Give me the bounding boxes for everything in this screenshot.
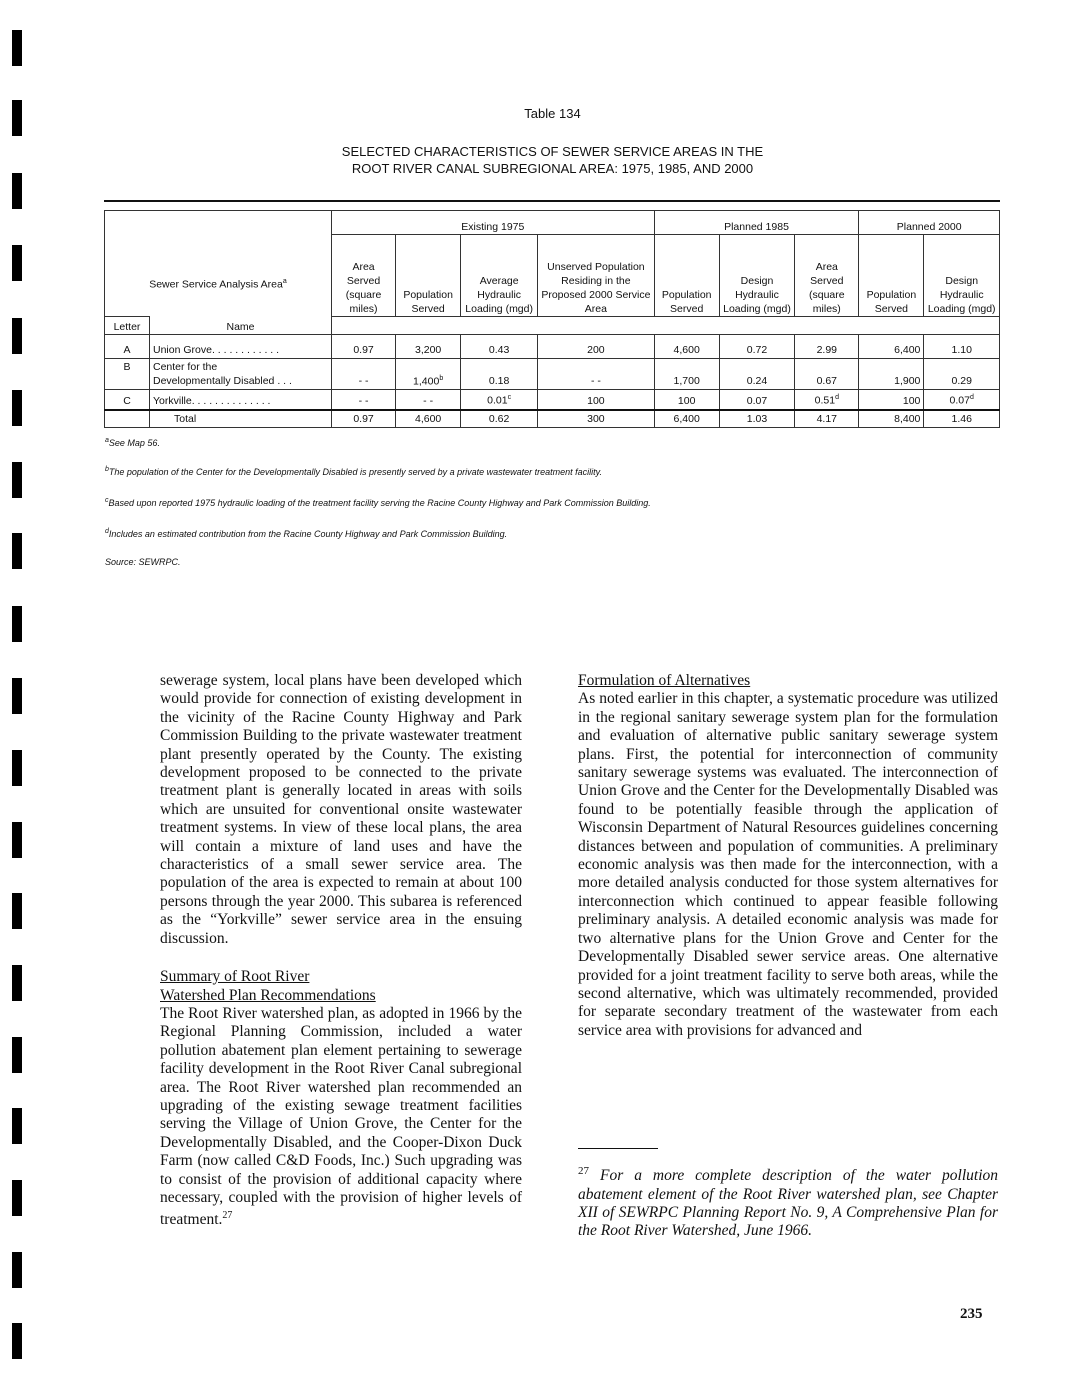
table-note-a: $^a$See Map 56. bbox=[105, 437, 160, 448]
row-c-area-1975: - - bbox=[332, 390, 396, 410]
total-unserved: 300 bbox=[538, 410, 655, 428]
row-b-load-1975: 0.18 bbox=[461, 359, 538, 390]
table-number: Table 134 bbox=[524, 106, 581, 121]
row-b-area-1975: - - bbox=[332, 359, 396, 390]
table-total-row bbox=[105, 410, 1000, 428]
page-number: 235 bbox=[960, 1306, 983, 1322]
table-top-rule bbox=[104, 200, 1000, 202]
total-label: Total bbox=[150, 410, 332, 428]
section-heading-line2: Watershed Plan Recommendations bbox=[160, 986, 376, 1004]
row-a-load-1975: 0.43 bbox=[461, 335, 538, 359]
header-planned-2000: Planned 2000 bbox=[859, 211, 1000, 235]
paragraph: sewerage system, local plans have been developed which would provide for connection of existing development in the vicinity of the Racine County Highway and Park Commission Building to the private wastewater treatment plant presently operated by the County. The existing development proposed to be connected to the private treatment plant is generally located in areas with soils which are unsuited for conventional onsite wastewater treatment systems. In view of these local plans, the area will contain a mixture of land uses and have the characteristics of a small sewer service area. The population of the area is expected to remain at about 100 persons through the year 2000. This subarea is referenced as the “Yorkville” sewer service area in the ensuing discussion. bbox=[160, 672, 522, 947]
table-title-line2: ROOT RIVER CANAL SUBREGIONAL AREA: 1975, 1985, AND 2000 bbox=[351, 161, 754, 176]
row-c-area-2000: 0.51$^d$ bbox=[795, 390, 859, 410]
header-planned-1985: Planned 1985 bbox=[654, 211, 859, 235]
row-b-pop-2000: 1,900 bbox=[859, 359, 924, 390]
row-a-area-2000: 2.99 bbox=[795, 335, 859, 359]
paragraph: The Root River watershed plan, as adopted in 1966 by the Regional Planning Commission, included a water pollution abatement plan element pertaining to sewerage facility development in the Root River Canal subregional area. The Root River watershed plan recommended an upgrading of the existing sewage treatment facilities serving the Village of Union Grove, the Center for the Developmentally Disabled, and the Cooper-Dixon Duck Farm (now called C&D Foods, Inc.) Such upgrading was to consist of the provision of additional capacity where necessary, coupled with the provision of higher levels of treatment.$^{27}$ bbox=[160, 1004, 522, 1229]
table-row bbox=[105, 359, 1000, 390]
row-a-letter: A bbox=[105, 335, 150, 359]
left-column bbox=[160, 672, 522, 1230]
row-b-name: Center for the Developmentally Disabled . . . bbox=[150, 359, 332, 390]
footnote: $^{27}$ For a more complete description of the water pollution abatement element of the Root River watershed plan, see Chapter XII of SEWRPC Planning Report No. 9, A Comprehensive Plan for the Root River Watershed, June 1966. bbox=[578, 1165, 999, 1240]
section-heading-line1: Summary of Root River bbox=[160, 968, 310, 986]
row-b-load-1985: 0.24 bbox=[719, 359, 795, 390]
col-design-loading-2000: Design Hydraulic Loading (mgd) bbox=[924, 235, 1000, 317]
table-note-b: $^b$The population of the Center for the Developmentally Disabled is presently served by a private wastewater treatment facility. bbox=[105, 466, 602, 477]
right-column bbox=[578, 672, 998, 1040]
row-c-letter: C bbox=[105, 390, 150, 410]
row-c-load-1985: 0.07 bbox=[719, 390, 795, 410]
row-c-pop-2000: 100 bbox=[859, 390, 924, 410]
footnote-rule bbox=[578, 1148, 658, 1149]
total-area-1975: 0.97 bbox=[332, 410, 396, 428]
total-pop-2000: 8,400 bbox=[859, 410, 924, 428]
row-b-pop-1975: 1,400$^b$ bbox=[396, 359, 461, 390]
row-c-pop-1975: - - bbox=[396, 390, 461, 410]
col-unserved-population: Unserved Population Residing in the Proposed 2000 Service Area bbox=[538, 235, 655, 317]
row-a-pop-1985: 4,600 bbox=[654, 335, 719, 359]
binding-marks bbox=[12, 0, 24, 1380]
row-a-pop-1975: 3,200 bbox=[396, 335, 461, 359]
row-b-load-2000: 0.29 bbox=[924, 359, 1000, 390]
row-a-load-2000: 1.10 bbox=[924, 335, 1000, 359]
sewer-service-table bbox=[104, 200, 1000, 428]
col-avg-hydraulic-loading: Average Hydraulic Loading (mgd) bbox=[461, 235, 538, 317]
total-load-1985: 1.03 bbox=[719, 410, 795, 428]
section-heading: Formulation of Alternatives bbox=[578, 672, 751, 689]
col-population-served-2000: Population Served bbox=[859, 235, 924, 317]
table-row bbox=[105, 390, 1000, 410]
row-b-letter: B bbox=[105, 359, 150, 390]
row-a-unserved: 200 bbox=[538, 335, 655, 359]
col-letter: Letter bbox=[105, 317, 150, 335]
total-pop-1985: 6,400 bbox=[654, 410, 719, 428]
row-c-load-2000: 0.07$^d$ bbox=[924, 390, 1000, 410]
col-design-loading-1985: Design Hydraulic Loading (mgd) bbox=[719, 235, 795, 317]
col-area-served-2000: Area Served (square miles) bbox=[795, 235, 859, 317]
row-b-area-2000: 0.67 bbox=[795, 359, 859, 390]
table-source: Source: SEWRPC. bbox=[105, 557, 181, 567]
table-note-c: $^c$Based upon reported 1975 hydraulic loading of the treatment facility serving the Racine County Highway and Park Commission Building. bbox=[105, 497, 651, 508]
col-population-served-1985: Population Served bbox=[654, 235, 719, 317]
col-area-served-1975: Area Served (square miles) bbox=[332, 235, 396, 317]
row-b-unserved: - - bbox=[538, 359, 655, 390]
row-a-area-1975: 0.97 bbox=[332, 335, 396, 359]
col-name: Name bbox=[150, 317, 332, 335]
data-table bbox=[104, 210, 1000, 428]
header-existing-1975: Existing 1975 bbox=[332, 211, 655, 235]
table-note-d: $^d$Includes an estimated contribution from the Racine County Highway and Park Commission Building. bbox=[105, 528, 508, 539]
row-c-load-1975: 0.01$^c$ bbox=[461, 390, 538, 410]
total-load-2000: 1.46 bbox=[924, 410, 1000, 428]
table-title bbox=[105, 143, 1000, 177]
paragraph: As noted earlier in this chapter, a systematic procedure was utilized in the regional sanitary sewerage system plan for the formulation and evaluation of alternative public sanitary sewerage system plans. First, the potential for interconnection of community sanitary sewerage systems was evaluated. The interconnection of Union Grove and the Center for the Developmentally Disabled was found to be potentially feasible through the application of Wisconsin Department of Natural Resources guidelines concerning distances between and population of communities. A preliminary economic analysis was then made for the interconnection, with a more detailed analysis conducted for those system alternatives for interconnection which continued to appear feasible following preliminary analysis. A detailed economic analysis was made for two alternative plans for the Union Grove and Center for the Developmentally Disabled sewer service areas. One alternative provided for a joint treatment facility to serve both areas, while the second alternative, which was ultimately recommended, provided for separate secondary treatment of the wastewater from each service area with provisions for advanced and bbox=[578, 690, 998, 1039]
row-c-name: Yorkville. . . . . . . . . . . . . . bbox=[150, 390, 332, 410]
analysis-area-header: Sewer Service Analysis Area$^a$ bbox=[105, 211, 332, 317]
row-a-pop-2000: 6,400 bbox=[859, 335, 924, 359]
total-load-1975: 0.62 bbox=[461, 410, 538, 428]
total-area-2000: 4.17 bbox=[795, 410, 859, 428]
row-a-name: Union Grove. . . . . . . . . . . . bbox=[150, 335, 332, 359]
row-b-pop-1985: 1,700 bbox=[654, 359, 719, 390]
total-pop-1975: 4,600 bbox=[396, 410, 461, 428]
row-c-unserved: 100 bbox=[538, 390, 655, 410]
col-population-served-1975: Population Served bbox=[396, 235, 461, 317]
table-row bbox=[105, 335, 1000, 359]
table-title-line1: SELECTED CHARACTERISTICS OF SEWER SERVICE AREAS IN THE bbox=[341, 144, 764, 159]
row-c-pop-1985: 100 bbox=[654, 390, 719, 410]
row-a-load-1985: 0.72 bbox=[719, 335, 795, 359]
